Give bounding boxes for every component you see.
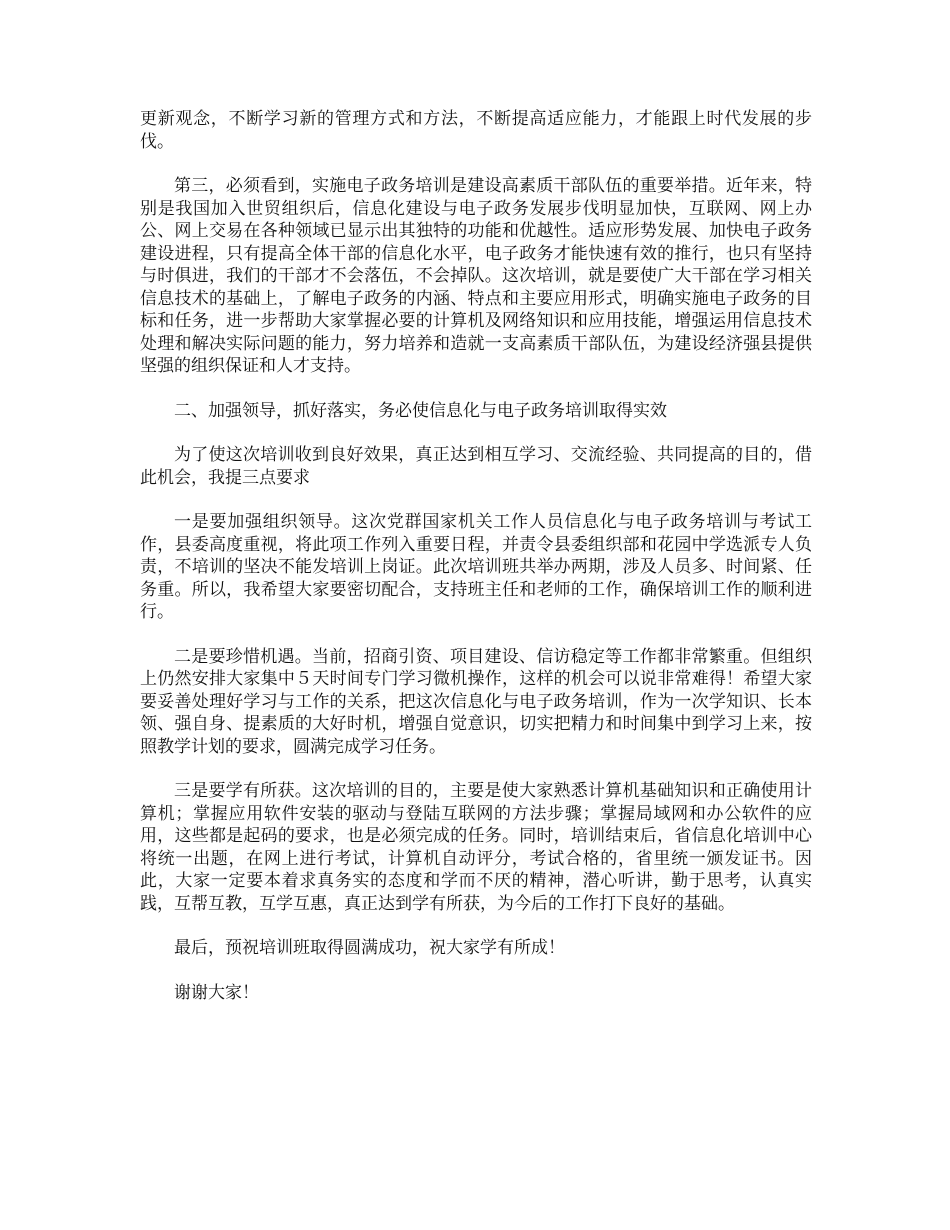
- paragraph-requirement-two: 二是要珍惜机遇。当前，招商引资、项目建设、信访稳定等工作都非常繁重。但组织上仍然安排大家集中５天时间专门学习微机操作，这样的机会可以说非常难得！希望大家要妥善处理好学习与工作的关系，把这次信息化与电子政务培训，作为一次学知识、长本领、强自身、提素质的大好时机，增强自觉意识，切实把精力和时间集中到学习上来，按照教学计划的要求，圆满完成学习任务。: [140, 646, 812, 757]
- paragraph-intro-requirements: 为了使这次培训收到良好效果，真正达到相互学习、交流经验、共同提高的目的，借此机会，我提三点要求: [140, 445, 812, 488]
- paragraph-thanks: 谢谢大家！: [174, 982, 259, 1003]
- paragraph-requirement-three: 三是要学有所获。这次培训的目的，主要是使大家熟悉计算机基础知识和正确使用计算机；掌握应用软件安装的驱动与登陆互联网的方法步骤；掌握局域网和办公软件的应用，这些都是起码的要求，也是必须完成的任务。同时，培训结束后，省信息化培训中心将统一出题，在网上进行考试，计算机自动评分，考试合格的，省里统一颁发证书。因此，大家一定要本着求真务实的态度和学而不厌的精神，潜心听讲，勤于思考，认真实践，互帮互教，互学互惠，真正达到学有所获，为今后的工作打下良好的基础。: [140, 781, 812, 914]
- paragraph-closing-wish: 最后，预祝培训班取得圆满成功，祝大家学有所成！: [174, 938, 565, 958]
- paragraph-requirement-one: 一是要加强组织领导。这次党群国家机关工作人员信息化与电子政务培训与考试工作，县委高度重视，将此项工作列入重要日程，并责令县委组织部和花园中学选派专人负责，不培训的坚决不能发培训上岗证。此次培训班共举办两期，涉及人员多、时间紧、任务重。所以，我希望大家要密切配合，支持班主任和老师的工作，确保培训工作的顺利进行。: [140, 512, 812, 622]
- paragraph-point-three: 第三，必须看到，实施电子政务培训是建设高素质干部队伍的重要举措。近年来，特别是我国加入世贸组织后，信息化建设与电子政务发展步伐明显加快，互联网、网上办公、网上交易在各种领域已显示出其独特的功能和优越性。适应形势发展、加快电子政务建设进程，只有提高全体干部的信息化水平，电子政务才能快速有效的推行，也只有坚持与时俱进，我们的干部才不会落伍，不会掉队。这次培训，就是要使广大干部在学习相关信息技术的基础上，了解电子政务的内涵、特点和主要应用形式，明确实施电子政务的目标和任务，进一步帮助大家掌握必要的计算机及网络知识和应用技能，增强运用信息技术处理和解决实际问题的能力，努力培养和造就一支高素质干部队伍，为建设经济强县提供坚强的组织保证和人才支持。: [140, 176, 812, 376]
- section-heading-two: 二、加强领导，抓好落实，务必使信息化与电子政务培训取得实效: [174, 400, 667, 421]
- document-body: [140, 108, 812, 1026]
- paragraph-continuation: 更新观念，不断学习新的管理方式和方法，不断提高适应能力，才能跟上时代发展的步伐。: [140, 109, 812, 152]
